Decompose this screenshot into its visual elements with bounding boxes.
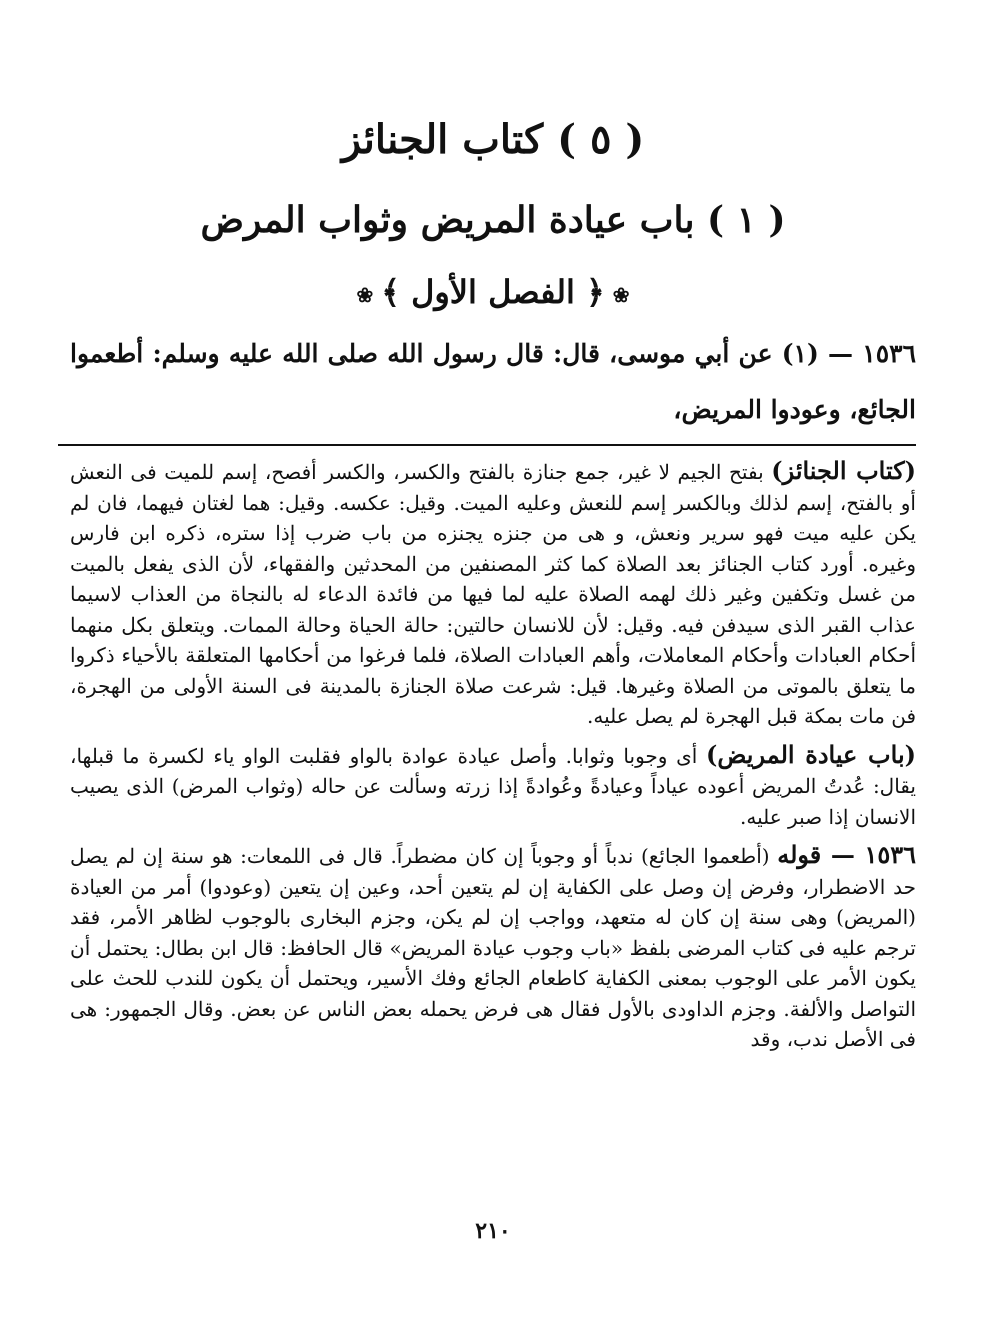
- book-title: ( ٥ ) كتاب الجنائز: [341, 116, 645, 163]
- commentary-text: (أطعموا الجائع) ندباً أو وجوباً إن كان مضطراً. قال فى اللمعات: هو سنة إن لم يصل حد الاضطرار، وفرض إن وصل على الكفاية إن لم يتعين أحد، وعين إن يتعين (وعودوا) أمر من العيادة (المريض) وهى سنة إن كان له متعهد، وواجب إن لم يكن، وجزم البخارى بالوجوب لظاهر الأمر، فقد ترجم عليه فى كتاب المرضى بلفظ «باب وجوب عيادة المريض» قال الحافظ: قال ابن بطال: يحتمل أن يكون الأمر على الوجوب بمعنى الكفاية كاطعام الجائع وفك الأسير، ويحتمل أن يكون للندب للحث على التواصل والألفة. وجزم الداودى بالأول فقال هى فرض يحمله بعض الناس عن بعض. وقال الجمهور: هى فى الأصل ندب، وقد: [70, 844, 917, 1051]
- section-heading: [0, 268, 986, 319]
- commentary-text: أى وجوبا وثوابا. وأصل عيادة عوادة بالواو فقلبت الواو ياء لكسرة ما قبلها، يقال: عُدتُ المريض أعوده عياداً وعيادةً وعُوادةً إذا زرته وسألت عن حاله (وثواب المرض) الذى يصيب الانسان إذا صبر عليه.: [70, 743, 916, 829]
- ornament-right-icon: ❀: [612, 282, 630, 307]
- commentary-lead: (باب عيادة المريض): [706, 739, 917, 769]
- commentary-paragraph: [70, 740, 916, 833]
- ornament-left-icon: ❀: [356, 282, 374, 307]
- section-close-bracket: ﴾: [381, 273, 400, 311]
- hadith-text: ١٥٣٦ — (١) عن أبي موسى، قال: قال رسول الله صلى الله عليه وسلم: أطعموا الجائع، وعودوا المريض،: [70, 339, 916, 424]
- commentary-paragraph: [70, 840, 916, 1055]
- chapter-title: ( ١ ) باب عيادة المريض وثواب المرض: [200, 199, 786, 241]
- commentary-lead: ١٥٣٦ — قوله: [777, 840, 917, 869]
- commentary: [70, 456, 916, 1063]
- page-number: ٢١٠: [475, 1218, 511, 1244]
- commentary-text: بفتح الجيم لا غير، جمع جنازة بالفتح والكسر، والكسر أفصح، إسم للميت فى النعش أو بالفتح، إسم لذلك وبالكسر إسم للنعش وعليه الميت. وقيل: عكسه. وقيل: هما لغتان فيهما، فان لم يكن عليه ميت فهو سرير ونعش، و هى من جنزه يجنزه من باب ضرب إذا ستره، ذكره ابن فارس وغيره. أورد كتاب الجنائز بعد الصلاة كما كثر المصنفين من المحدثين والفقهاء، لأن الذى يفعل بالميت من غسل وتكفين وغير ذلك لهمه الصلاة عليه لما فيها من فائدة الدعاء له بالنجاة من العذاب لاسيما عذاب القبر الذى سيدفن فيه. وقيل: لأن للانسان حالتين: حالة الحياة وحالة الممات. ويتعلق بكل منهما أحكام العبادات وأحكام المعاملات، وأهم العبادات الصلاة، فلما فرغوا من أحكامها المتعلقة بالأحياء ذكروا ما يتعلق بالموتى من الصلاة وغيرها. قيل: شرعت صلاة الجنازة بالمدينة فى السنة الأولى من الهجرة، فن مات بمكة قبل الهجرة لم يصل عليه.: [70, 460, 916, 728]
- commentary-lead: (كتاب الجنائز): [771, 456, 917, 485]
- section-title: الفصل الأول: [411, 273, 575, 311]
- divider-rule: [58, 444, 916, 446]
- section-open-bracket: ﴿: [586, 273, 605, 311]
- commentary-paragraph: [70, 456, 916, 732]
